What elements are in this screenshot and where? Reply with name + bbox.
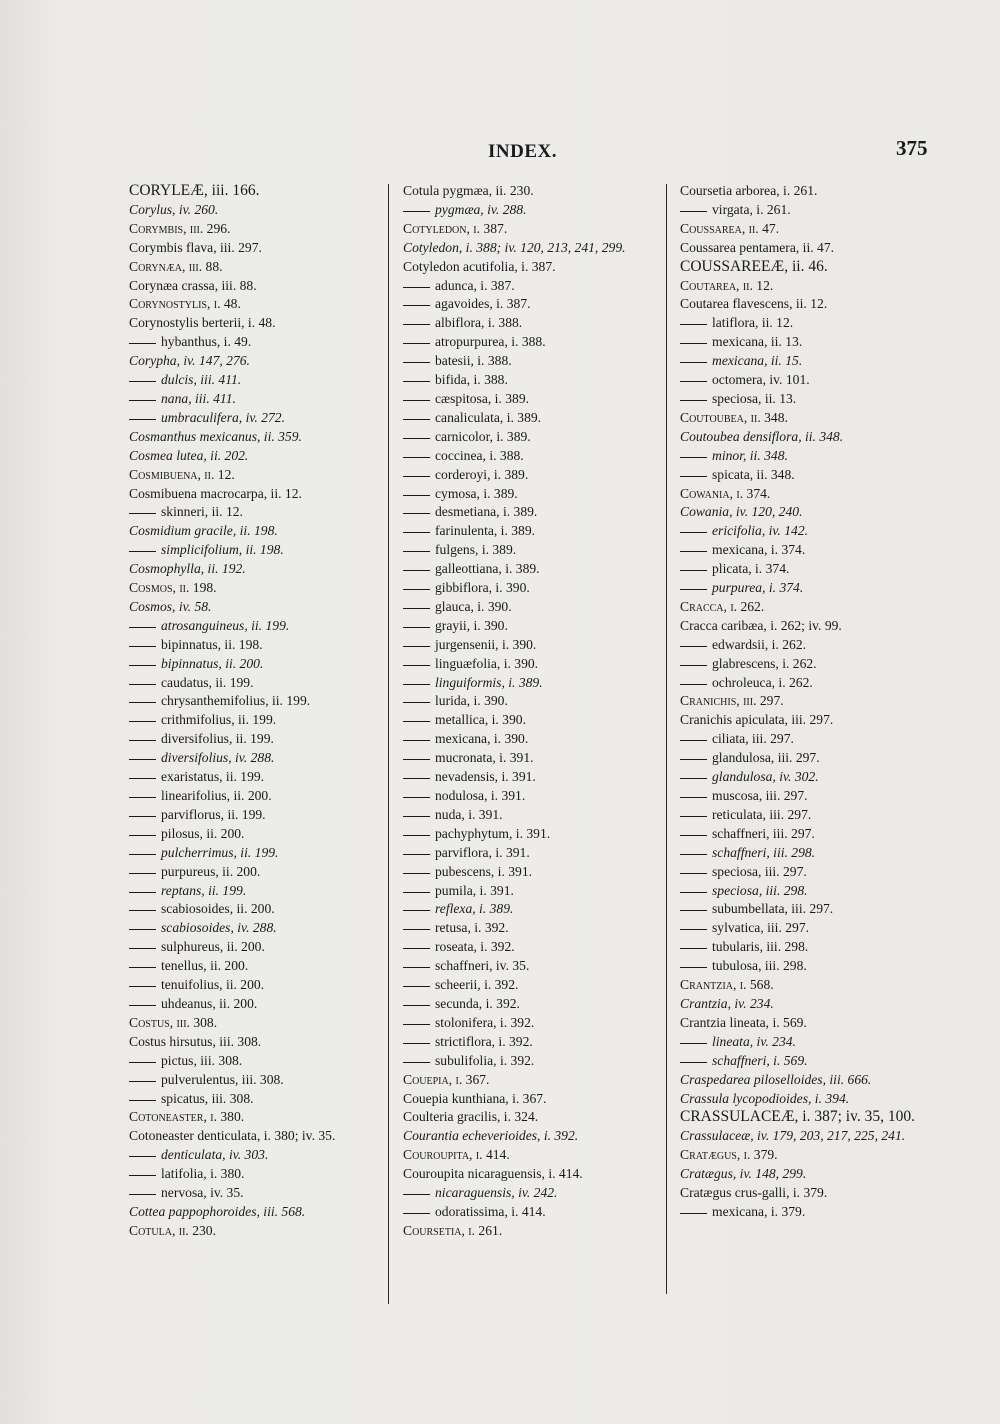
index-entry: Coursetia, i. 261. [403,1222,503,1238]
index-entry: adunca, i. 387. [403,277,665,296]
index-column-3 [680,182,942,1222]
index-entry: pumila, i. 391. [403,882,665,901]
index-entry: pubescens, i. 391. [403,863,665,882]
index-entry: CRASSULACEÆ, i. 387; iv. 35, 100. [680,1108,915,1126]
index-entry: chrysanthemifolius, ii. 199. [129,692,381,711]
index-entry: scabiosoides, iv. 288. [129,919,381,938]
index-entry: dulcis, iii. 411. [129,371,381,390]
index-entry: uhdeanus, ii. 200. [129,995,381,1014]
page-header-title: INDEX. [488,141,557,162]
index-entry: Couepia kunthiana, i. 367. [403,1090,547,1106]
index-entry: Cosmos, ii. 198. [129,580,217,596]
index-entry: Cosmibuena, ii. 12. [129,466,235,482]
index-entry: purpureus, ii. 200. [129,863,381,882]
index-entry: skinneri, ii. 12. [129,503,381,522]
index-entry: strictiflora, i. 392. [403,1033,665,1052]
page-number: 375 [896,136,928,160]
index-entry: Couroupita nicaraguensis, i. 414. [403,1166,583,1182]
index-entry: Cotula, ii. 230. [129,1222,216,1238]
index-entry: Cosmanthus mexicanus, ii. 359. [129,428,302,444]
index-entry: canaliculata, i. 389. [403,409,665,428]
index-entry: pachyphytum, i. 391. [403,825,665,844]
index-entry: pictus, iii. 308. [129,1052,381,1071]
index-column-1 [129,182,381,1241]
index-entry: Cosmos, iv. 58. [129,598,212,614]
index-entry: pulcherrimus, ii. 199. [129,844,381,863]
index-entry: exaristatus, ii. 199. [129,768,381,787]
index-entry: Crantzia, i. 568. [680,977,774,993]
index-entry: Corynæa crassa, iii. 88. [129,277,257,293]
index-entry: Crassulaceæ, iv. 179, 203, 217, 225, 241. [680,1128,906,1144]
index-entry: Coussarea pentamera, ii. 47. [680,239,835,255]
index-entry: Cracca, i. 262. [680,598,765,614]
index-entry: latifolia, i. 380. [129,1165,381,1184]
index-entry: Corynostylis, i. 48. [129,296,241,312]
index-entry: stolonifera, i. 392. [403,1014,665,1033]
index-entry: Coulteria gracilis, i. 324. [403,1109,539,1125]
index-entry: reticulata, iii. 297. [680,806,942,825]
index-entry: Cranichis, iii. 297. [680,693,784,709]
index-entry: Corynostylis berterii, i. 48. [129,315,276,331]
index-entry: minor, ii. 348. [680,447,942,466]
index-entry: linearifolius, ii. 200. [129,787,381,806]
index-entry: fulgens, i. 389. [403,541,665,560]
index-entry: latiflora, ii. 12. [680,314,942,333]
index-entry: speciosa, iii. 298. [680,882,942,901]
index-entry: galleottiana, i. 389. [403,560,665,579]
index-entry: Cosmidium gracile, ii. 198. [129,523,278,539]
index-entry: metallica, i. 390. [403,711,665,730]
index-entry: Costus hirsutus, iii. 308. [129,1033,262,1049]
index-entry: virgata, i. 261. [680,201,942,220]
index-entry: Corypha, iv. 147, 276. [129,353,250,369]
index-entry: scabiosoides, ii. 200. [129,900,381,919]
index-entry: atrosanguineus, ii. 199. [129,617,381,636]
index-entry: muscosa, iii. 297. [680,787,942,806]
index-entry: edwardsii, i. 262. [680,636,942,655]
index-entry: Crantzia lineata, i. 569. [680,1014,807,1030]
index-entry: sulphureus, ii. 200. [129,938,381,957]
index-entry: Couepia, i. 367. [403,1071,490,1087]
index-entry: ericifolia, iv. 142. [680,522,942,541]
index-entry: schaffneri, iv. 35. [403,957,665,976]
index-entry: ochroleuca, i. 262. [680,674,942,693]
index-entry: caudatus, ii. 199. [129,674,381,693]
index-entry: reflexa, i. 389. [403,900,665,919]
index-entry: glabrescens, i. 262. [680,655,942,674]
index-entry: lineata, iv. 234. [680,1033,942,1052]
index-entry: pilosus, ii. 200. [129,825,381,844]
index-entry: nevadensis, i. 391. [403,768,665,787]
index-entry: Cotyledon acutifolia, i. 387. [403,258,556,274]
index-entry: Couroupita, i. 414. [403,1147,510,1163]
index-entry: umbraculifera, iv. 272. [129,409,381,428]
column-divider [388,184,389,1304]
index-entry: Corynæa, iii. 88. [129,258,223,274]
index-entry: grayii, i. 390. [403,617,665,636]
index-entry: glandulosa, iii. 297. [680,749,942,768]
index-entry: nodulosa, i. 391. [403,787,665,806]
index-entry: gibbiflora, i. 390. [403,579,665,598]
index-entry: schaffneri, iii. 298. [680,844,942,863]
index-entry: secunda, i. 392. [403,995,665,1014]
index-entry: mexicana, ii. 13. [680,333,942,352]
index-entry: Cosmophylla, ii. 192. [129,561,246,577]
index-entry: pulverulentus, iii. 308. [129,1071,381,1090]
index-entry: odoratissima, i. 414. [403,1203,665,1222]
index-entry: nuda, i. 391. [403,806,665,825]
index-entry: agavoides, i. 387. [403,295,665,314]
index-entry: retusa, i. 392. [403,919,665,938]
index-entry: Cotula pygmæa, ii. 230. [403,183,534,198]
index-entry: Costus, iii. 308. [129,1014,218,1030]
index-entry: atropurpurea, i. 388. [403,333,665,352]
index-entry: schaffneri, i. 569. [680,1052,942,1071]
index-entry: Coutarea flavescens, ii. 12. [680,296,828,312]
index-entry: sylvatica, iii. 297. [680,919,942,938]
index-entry: roseata, i. 392. [403,938,665,957]
index-entry: linguæfolia, i. 390. [403,655,665,674]
index-entry: denticulata, iv. 303. [129,1146,381,1165]
index-entry: CORYLEÆ, iii. 166. [129,182,260,199]
index-entry: pygmæa, iv. 288. [403,201,665,220]
index-entry: COUSSAREEÆ, ii. 46. [680,257,828,275]
index-entry: subulifolia, i. 392. [403,1052,665,1071]
index-entry: speciosa, ii. 13. [680,390,942,409]
index-entry: Cratægus, i. 379. [680,1147,778,1163]
index-entry: purpurea, i. 374. [680,579,942,598]
index-entry: Cratægus, iv. 148, 299. [680,1166,807,1182]
index-entry: Cotoneaster denticulata, i. 380; iv. 35. [129,1128,336,1144]
index-entry: cæspitosa, i. 389. [403,390,665,409]
index-entry: bipinnatus, ii. 198. [129,636,381,655]
index-entry: Cotyledon, i. 387. [403,220,508,236]
index-entry: schaffneri, iii. 297. [680,825,942,844]
index-entry: diversifolius, iv. 288. [129,749,381,768]
index-entry: hybanthus, i. 49. [129,333,381,352]
index-entry: speciosa, iii. 297. [680,863,942,882]
index-entry: Coursetia arborea, i. 261. [680,183,818,198]
index-entry: tenellus, ii. 200. [129,957,381,976]
index-entry: Cottea pappophoroides, iii. 568. [129,1203,306,1219]
index-entry: spicata, ii. 348. [680,466,942,485]
index-entry: Corylus, iv. 260. [129,201,219,217]
index-entry: Cosmibuena macrocarpa, ii. 12. [129,485,302,501]
index-entry: Corymbis, iii. 296. [129,220,231,236]
index-entry: Cracca caribæa, i. 262; iv. 99. [680,617,842,633]
index-entry: linguiformis, i. 389. [403,674,665,693]
index-entry: batesii, i. 388. [403,352,665,371]
index-entry: Crantzia, iv. 234. [680,995,774,1011]
index-entry: Cosmea lutea, ii. 202. [129,447,249,463]
index-entry: Coutoubea densiflora, ii. 348. [680,428,844,444]
index-entry: Cowania, i. 374. [680,485,771,501]
index-entry: Craspedarea piloselloides, iii. 666. [680,1071,872,1087]
index-entry: parviflorus, ii. 199. [129,806,381,825]
index-entry: tenuifolius, ii. 200. [129,976,381,995]
index-entry: cymosa, i. 389. [403,485,665,504]
index-entry: simplicifolium, ii. 198. [129,541,381,560]
index-entry: octomera, iv. 101. [680,371,942,390]
index-entry: mexicana, ii. 15. [680,352,942,371]
index-entry: nana, iii. 411. [129,390,381,409]
index-entry: reptans, ii. 199. [129,882,381,901]
index-column-2 [403,182,665,1241]
index-entry: tubularis, iii. 298. [680,938,942,957]
index-entry: nicaraguensis, iv. 242. [403,1184,665,1203]
index-entry: carnicolor, i. 389. [403,428,665,447]
index-entry: nervosa, iv. 35. [129,1184,381,1203]
index-entry: Coutoubea, ii. 348. [680,409,788,425]
index-entry: bifida, i. 388. [403,371,665,390]
index-entry: Crassula lycopodioides, i. 394. [680,1090,850,1106]
index-entry: subumbellata, iii. 297. [680,900,942,919]
index-entry: Corymbis flava, iii. 297. [129,239,262,255]
index-entry: Courantia echeverioides, i. 392. [403,1128,579,1144]
index-entry: Coutarea, ii. 12. [680,277,774,293]
index-entry: Coussarea, ii. 47. [680,220,780,236]
index-entry: diversifolius, ii. 199. [129,730,381,749]
index-entry: Cowania, iv. 120, 240. [680,504,803,520]
index-entry: farinulenta, i. 389. [403,522,665,541]
index-entry: desmetiana, i. 389. [403,503,665,522]
index-entry: plicata, i. 374. [680,560,942,579]
index-entry: Cotoneaster, i. 380. [129,1109,245,1125]
index-entry: corderoyi, i. 389. [403,466,665,485]
index-entry: ciliata, iii. 297. [680,730,942,749]
index-entry: mexicana, i. 374. [680,541,942,560]
index-entry: Cranichis apiculata, iii. 297. [680,712,834,728]
index-entry: mucronata, i. 391. [403,749,665,768]
index-entry: glauca, i. 390. [403,598,665,617]
column-divider [666,184,667,1294]
index-entry: jurgensenii, i. 390. [403,636,665,655]
index-entry: coccinea, i. 388. [403,447,665,466]
index-entry: Cratægus crus-galli, i. 379. [680,1185,828,1201]
index-entry: parviflora, i. 391. [403,844,665,863]
index-entry: Cotyledon, i. 388; iv. 120, 213, 241, 299. [403,239,626,255]
index-entry: scheerii, i. 392. [403,976,665,995]
index-entry: spicatus, iii. 308. [129,1090,381,1109]
index-entry: mexicana, i. 379. [680,1203,942,1222]
index-entry: glandulosa, iv. 302. [680,768,942,787]
index-entry: lurida, i. 390. [403,692,665,711]
index-entry: mexicana, i. 390. [403,730,665,749]
index-entry: tubulosa, iii. 298. [680,957,942,976]
index-entry: bipinnatus, ii. 200. [129,655,381,674]
index-entry: crithmifolius, ii. 199. [129,711,381,730]
index-entry: albiflora, i. 388. [403,314,665,333]
